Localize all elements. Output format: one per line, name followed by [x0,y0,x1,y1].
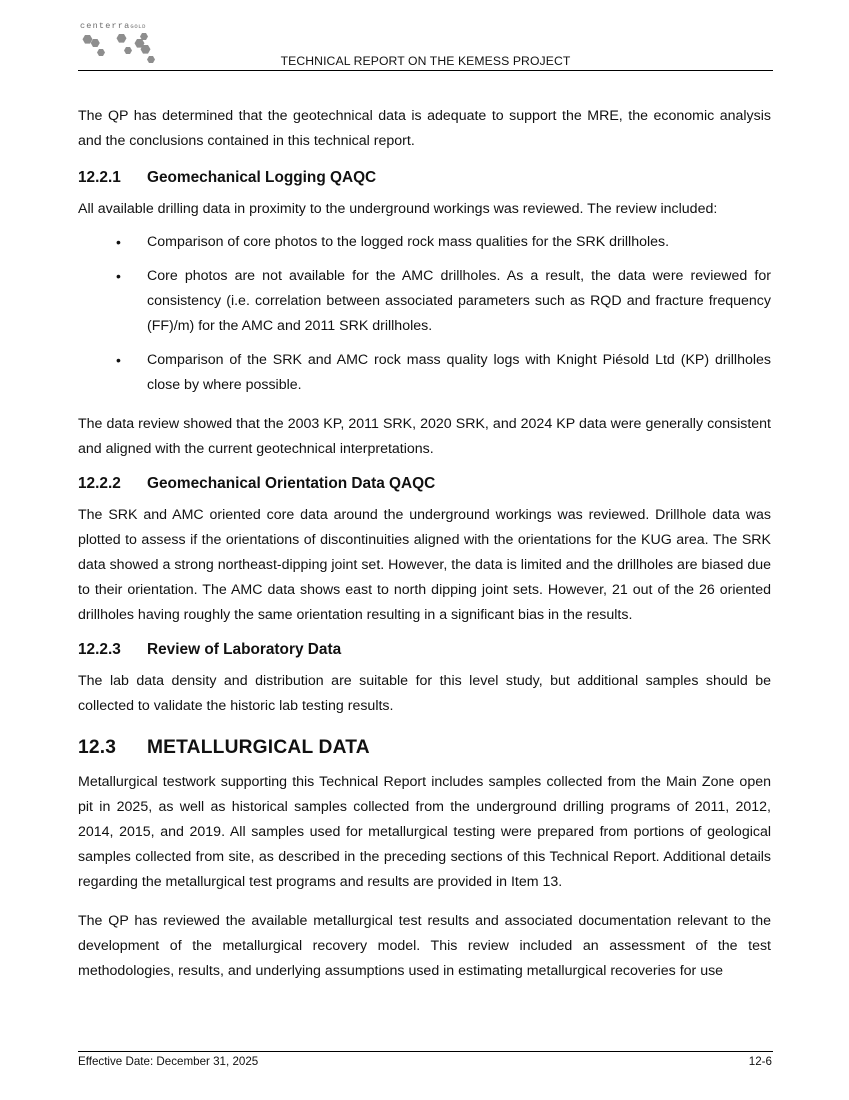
footer-divider [78,1051,773,1052]
list-item: • Comparison of the SRK and AMC rock mass quality logs with Knight Piésold Ltd (KP) drillholes close by where possible. [78,348,771,398]
heading-12-2-3 [78,641,771,659]
paragraph: The lab data density and distribution are suitable for this level study, but additional samples should be collected to validate the historic lab testing results. [78,673,771,714]
paragraph: All available drilling data in proximity to the underground workings was reviewed. The review included: [78,201,718,217]
heading-number: 12.2.1 [78,169,121,186]
paragraph: The QP has reviewed the available metallurgical test results and associated documentation relevant to the development of the metallurgical recovery model. This review included an assessment of the test methodologies, results, and underlying assumptions used in estimating metallurgical recoveries for use [78,913,771,979]
paragraph: The data review showed that the 2003 KP, 2011 SRK, 2020 SRK, and 2024 KP data were generally consistent and aligned with the current geotechnical interpretations. [78,416,771,457]
page-number: 12-6 [748,1055,772,1068]
paragraph: Metallurgical testwork supporting this Technical Report includes samples collected from the Main Zone open pit in 2025, as well as historical samples collected from the underground drilling programs of 2011, 2012, 2014, 2015, and 2019. All samples used for metallurgical testing were prepared from portions of geological samples collected from site, as described in the preceding sections of this Technical Report. Additional details regarding the metallurgical test programs and results are provided in Item 13. [78,774,771,890]
heading-number: 12.2.3 [78,641,121,658]
paragraph: The SRK and AMC oriented core data around the underground workings was reviewed. Drillhole data was plotted to assess if the orientations of discontinuities aligned with the orientations for the KUG area. The SRK data showed a strong northeast-dipping joint set. However, the data is limited and the drillholes are biased due to their orientation. The AMC data shows east to north dipping joint sets. However, 21 out of the 26 oriented drillholes having roughly the same orientation resulting in a significant bias in the results. [78,507,771,623]
page-header [78,20,773,71]
heading-12-2-2 [78,475,771,493]
bullet-list [78,230,771,398]
logo-wordmark-small: GOLD [130,23,147,30]
heading-number: 12.2.2 [78,475,121,492]
logo-wordmark: centerra [80,21,131,31]
heading-12-3 [78,737,771,759]
header-divider [78,70,773,71]
list-item: • Core photos are not available for the AMC drillholes. As a result, the data were reviewed for consistency (i.e. correlation between associated parameters such as RQD and fracture frequency (FF)/m) for the AMC and 2011 SRK drillholes. [78,264,771,339]
report-title: TECHNICAL REPORT ON THE KEMESS PROJECT [280,54,571,68]
heading-title: METALLURGICAL DATA [147,737,370,758]
bullet-icon: • [116,234,121,250]
heading-title: Geomechanical Orientation Data QAQC [147,475,436,492]
intro-paragraph: The QP has determined that the geotechnical data is adequate to support the MRE, the economic analysis and the conclusions contained in this technical report. [78,108,771,149]
heading-title: Review of Laboratory Data [147,641,342,658]
heading-12-2-1 [78,169,771,187]
bullet-icon: • [116,352,121,368]
heading-title: Geomechanical Logging QAQC [147,169,377,186]
page-body [78,104,771,984]
list-item: • Comparison of core photos to the logged rock mass qualities for the SRK drillholes. [78,230,771,255]
heading-number: 12.3 [78,737,117,758]
effective-date: Effective Date: December 31, 2025 [78,1055,259,1068]
bullet-icon: • [116,268,121,284]
